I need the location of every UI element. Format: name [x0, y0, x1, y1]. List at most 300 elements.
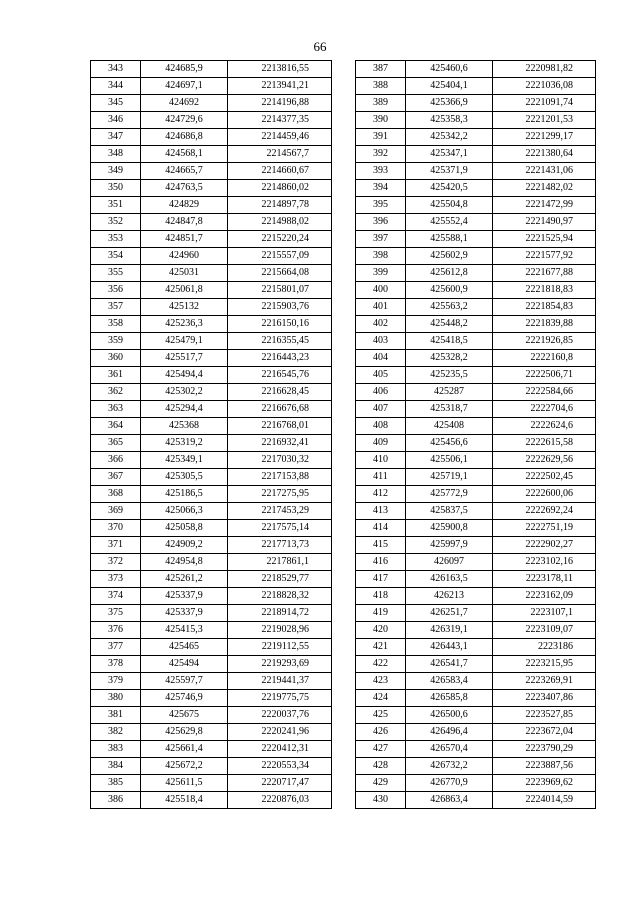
table-row [356, 707, 596, 724]
y-coordinate-cell: 2217453,29 [228, 503, 332, 520]
point-number-cell: 361 [91, 367, 141, 384]
x-coordinate-cell: 425294,4 [141, 401, 228, 418]
y-coordinate-cell: 2216768,01 [228, 418, 332, 435]
point-number-cell: 377 [91, 639, 141, 656]
y-coordinate-cell: 2220876,03 [228, 792, 332, 809]
table-row [356, 639, 596, 656]
y-coordinate-cell: 2221091,74 [493, 95, 596, 112]
table-row [91, 639, 332, 656]
point-number-cell: 406 [356, 384, 406, 401]
y-coordinate-cell: 2223969,62 [493, 775, 596, 792]
x-coordinate-cell: 426863,4 [406, 792, 493, 809]
x-coordinate-cell: 425494,4 [141, 367, 228, 384]
y-coordinate-cell: 2219775,75 [228, 690, 332, 707]
point-number-cell: 419 [356, 605, 406, 622]
y-coordinate-cell: 2223107,1 [493, 605, 596, 622]
point-number-cell: 396 [356, 214, 406, 231]
table-row [356, 282, 596, 299]
y-coordinate-cell: 2217713,73 [228, 537, 332, 554]
y-coordinate-cell: 2223215,95 [493, 656, 596, 673]
table-row [356, 146, 596, 163]
x-coordinate-cell: 424697,1 [141, 78, 228, 95]
x-coordinate-cell: 425518,4 [141, 792, 228, 809]
y-coordinate-cell: 2214567,7 [228, 146, 332, 163]
y-coordinate-cell: 2219441,37 [228, 673, 332, 690]
point-number-cell: 355 [91, 265, 141, 282]
y-coordinate-cell: 2218914,72 [228, 605, 332, 622]
x-coordinate-cell: 425061,8 [141, 282, 228, 299]
x-coordinate-cell: 425404,1 [406, 78, 493, 95]
point-number-cell: 384 [91, 758, 141, 775]
x-coordinate-cell: 425418,5 [406, 333, 493, 350]
table-row [356, 571, 596, 588]
x-coordinate-cell: 425328,2 [406, 350, 493, 367]
table-row [356, 588, 596, 605]
x-coordinate-cell: 424851,7 [141, 231, 228, 248]
table-row [356, 690, 596, 707]
point-number-cell: 430 [356, 792, 406, 809]
table-row [91, 758, 332, 775]
table-row [91, 673, 332, 690]
x-coordinate-cell: 424692 [141, 95, 228, 112]
table-row [91, 61, 332, 78]
table-row [91, 520, 332, 537]
x-coordinate-cell: 425058,8 [141, 520, 228, 537]
x-coordinate-cell: 425415,3 [141, 622, 228, 639]
x-coordinate-cell: 425456,6 [406, 435, 493, 452]
point-number-cell: 427 [356, 741, 406, 758]
table-row [91, 571, 332, 588]
y-coordinate-cell: 2222751,19 [493, 520, 596, 537]
y-coordinate-cell: 2221577,92 [493, 248, 596, 265]
point-number-cell: 424 [356, 690, 406, 707]
table-row [91, 299, 332, 316]
x-coordinate-cell: 425261,2 [141, 571, 228, 588]
point-number-cell: 386 [91, 792, 141, 809]
y-coordinate-cell: 2222502,45 [493, 469, 596, 486]
table-row [91, 418, 332, 435]
x-coordinate-cell: 426163,5 [406, 571, 493, 588]
point-number-cell: 370 [91, 520, 141, 537]
x-coordinate-cell: 424829 [141, 197, 228, 214]
table-row [356, 418, 596, 435]
table-row [91, 605, 332, 622]
table-row [91, 316, 332, 333]
page-number: 66 [313, 39, 327, 54]
table-row [356, 197, 596, 214]
point-number-cell: 390 [356, 112, 406, 129]
table-row [356, 350, 596, 367]
point-number-cell: 356 [91, 282, 141, 299]
x-coordinate-cell: 424685,9 [141, 61, 228, 78]
y-coordinate-cell: 2223109,07 [493, 622, 596, 639]
x-coordinate-cell: 425675 [141, 707, 228, 724]
table-row [356, 486, 596, 503]
point-number-cell: 426 [356, 724, 406, 741]
point-number-cell: 388 [356, 78, 406, 95]
point-number-cell: 374 [91, 588, 141, 605]
x-coordinate-cell: 425349,1 [141, 452, 228, 469]
point-number-cell: 405 [356, 367, 406, 384]
table-row [356, 758, 596, 775]
table-row [356, 520, 596, 537]
y-coordinate-cell: 2217030,32 [228, 452, 332, 469]
y-coordinate-cell: 2214377,35 [228, 112, 332, 129]
table-row [356, 741, 596, 758]
y-coordinate-cell: 2215801,07 [228, 282, 332, 299]
y-coordinate-cell: 2223887,56 [493, 758, 596, 775]
x-coordinate-cell: 426443,1 [406, 639, 493, 656]
x-coordinate-cell: 426583,4 [406, 673, 493, 690]
table-row [356, 61, 596, 78]
y-coordinate-cell: 2223178,11 [493, 571, 596, 588]
point-number-cell: 414 [356, 520, 406, 537]
table-row [91, 554, 332, 571]
x-coordinate-cell: 425504,8 [406, 197, 493, 214]
table-row [356, 78, 596, 95]
point-number-cell: 371 [91, 537, 141, 554]
point-number-cell: 362 [91, 384, 141, 401]
x-coordinate-cell: 425552,4 [406, 214, 493, 231]
point-number-cell: 410 [356, 452, 406, 469]
point-number-cell: 428 [356, 758, 406, 775]
point-number-cell: 381 [91, 707, 141, 724]
point-number-cell: 346 [91, 112, 141, 129]
table-row [356, 503, 596, 520]
table-row [91, 452, 332, 469]
x-coordinate-cell: 425602,9 [406, 248, 493, 265]
point-number-cell: 417 [356, 571, 406, 588]
table-row [356, 367, 596, 384]
y-coordinate-cell: 2217153,88 [228, 469, 332, 486]
table-row [91, 95, 332, 112]
y-coordinate-cell: 2223102,16 [493, 554, 596, 571]
table-row [356, 656, 596, 673]
point-number-cell: 409 [356, 435, 406, 452]
y-coordinate-cell: 2221818,83 [493, 282, 596, 299]
y-coordinate-cell: 2221490,97 [493, 214, 596, 231]
x-coordinate-cell: 425066,3 [141, 503, 228, 520]
point-number-cell: 429 [356, 775, 406, 792]
point-number-cell: 357 [91, 299, 141, 316]
y-coordinate-cell: 2223527,85 [493, 707, 596, 724]
y-coordinate-cell: 2217861,1 [228, 554, 332, 571]
point-number-cell: 345 [91, 95, 141, 112]
y-coordinate-cell: 2222584,66 [493, 384, 596, 401]
table-row [91, 537, 332, 554]
table-row [356, 605, 596, 622]
y-coordinate-cell: 2221839,88 [493, 316, 596, 333]
point-number-cell: 348 [91, 146, 141, 163]
y-coordinate-cell: 2221525,94 [493, 231, 596, 248]
y-coordinate-cell: 2221854,83 [493, 299, 596, 316]
x-coordinate-cell: 426500,6 [406, 707, 493, 724]
table-row [91, 503, 332, 520]
y-coordinate-cell: 2222600,06 [493, 486, 596, 503]
table-row [91, 486, 332, 503]
x-coordinate-cell: 424763,5 [141, 180, 228, 197]
point-number-cell: 394 [356, 180, 406, 197]
y-coordinate-cell: 2221482,02 [493, 180, 596, 197]
x-coordinate-cell: 425563,2 [406, 299, 493, 316]
point-number-cell: 385 [91, 775, 141, 792]
table-row [91, 588, 332, 605]
x-coordinate-cell: 425186,5 [141, 486, 228, 503]
point-number-cell: 382 [91, 724, 141, 741]
point-number-cell: 373 [91, 571, 141, 588]
table-row [356, 163, 596, 180]
point-number-cell: 368 [91, 486, 141, 503]
y-coordinate-cell: 2215220,24 [228, 231, 332, 248]
point-number-cell: 397 [356, 231, 406, 248]
table-row [91, 282, 332, 299]
point-number-cell: 389 [356, 95, 406, 112]
x-coordinate-cell: 425672,2 [141, 758, 228, 775]
x-coordinate-cell: 425347,1 [406, 146, 493, 163]
y-coordinate-cell: 2223162,09 [493, 588, 596, 605]
table-row [91, 707, 332, 724]
y-coordinate-cell: 2221472,99 [493, 197, 596, 214]
x-coordinate-cell: 426213 [406, 588, 493, 605]
y-coordinate-cell: 2222629,56 [493, 452, 596, 469]
point-number-cell: 349 [91, 163, 141, 180]
coordinates-table-left [90, 60, 332, 809]
y-coordinate-cell: 2223672,04 [493, 724, 596, 741]
point-number-cell: 375 [91, 605, 141, 622]
y-coordinate-cell: 2214660,67 [228, 163, 332, 180]
point-number-cell: 359 [91, 333, 141, 350]
x-coordinate-cell: 424847,8 [141, 214, 228, 231]
y-coordinate-cell: 2221380,64 [493, 146, 596, 163]
table-row [91, 384, 332, 401]
x-coordinate-cell: 425465 [141, 639, 228, 656]
y-coordinate-cell: 2217575,14 [228, 520, 332, 537]
table-row [356, 724, 596, 741]
point-number-cell: 363 [91, 401, 141, 418]
point-number-cell: 351 [91, 197, 141, 214]
point-number-cell: 413 [356, 503, 406, 520]
y-coordinate-cell: 2222160,8 [493, 350, 596, 367]
table-row [356, 537, 596, 554]
table-row [91, 690, 332, 707]
point-number-cell: 365 [91, 435, 141, 452]
point-number-cell: 420 [356, 622, 406, 639]
table-row [356, 622, 596, 639]
x-coordinate-cell: 425132 [141, 299, 228, 316]
y-coordinate-cell: 2220553,34 [228, 758, 332, 775]
x-coordinate-cell: 425612,8 [406, 265, 493, 282]
y-coordinate-cell: 2214196,88 [228, 95, 332, 112]
point-number-cell: 407 [356, 401, 406, 418]
x-coordinate-cell: 425408 [406, 418, 493, 435]
x-coordinate-cell: 425900,8 [406, 520, 493, 537]
point-number-cell: 399 [356, 265, 406, 282]
x-coordinate-cell: 425368 [141, 418, 228, 435]
point-number-cell: 391 [356, 129, 406, 146]
y-coordinate-cell: 2220717,47 [228, 775, 332, 792]
y-coordinate-cell: 2224014,59 [493, 792, 596, 809]
point-number-cell: 380 [91, 690, 141, 707]
point-number-cell: 402 [356, 316, 406, 333]
y-coordinate-cell: 2223407,86 [493, 690, 596, 707]
point-number-cell: 353 [91, 231, 141, 248]
x-coordinate-cell: 425597,7 [141, 673, 228, 690]
y-coordinate-cell: 2213941,21 [228, 78, 332, 95]
x-coordinate-cell: 425611,5 [141, 775, 228, 792]
table-row [91, 265, 332, 282]
x-coordinate-cell: 426541,7 [406, 656, 493, 673]
x-coordinate-cell: 424686,8 [141, 129, 228, 146]
table-row [356, 180, 596, 197]
x-coordinate-cell: 426585,8 [406, 690, 493, 707]
y-coordinate-cell: 2223186 [493, 639, 596, 656]
point-number-cell: 387 [356, 61, 406, 78]
point-number-cell: 383 [91, 741, 141, 758]
point-number-cell: 422 [356, 656, 406, 673]
point-number-cell: 378 [91, 656, 141, 673]
table-row [91, 214, 332, 231]
y-coordinate-cell: 2213816,55 [228, 61, 332, 78]
y-coordinate-cell: 2221677,88 [493, 265, 596, 282]
table-row [91, 248, 332, 265]
point-number-cell: 411 [356, 469, 406, 486]
x-coordinate-cell: 426319,1 [406, 622, 493, 639]
y-coordinate-cell: 2220241,96 [228, 724, 332, 741]
x-coordinate-cell: 425319,2 [141, 435, 228, 452]
point-number-cell: 367 [91, 469, 141, 486]
x-coordinate-cell: 425506,1 [406, 452, 493, 469]
x-coordinate-cell: 426732,2 [406, 758, 493, 775]
y-coordinate-cell: 2216628,45 [228, 384, 332, 401]
table-row [91, 622, 332, 639]
y-coordinate-cell: 2219028,96 [228, 622, 332, 639]
y-coordinate-cell: 2217275,95 [228, 486, 332, 503]
x-coordinate-cell: 426770,9 [406, 775, 493, 792]
x-coordinate-cell: 425420,5 [406, 180, 493, 197]
y-coordinate-cell: 2215557,09 [228, 248, 332, 265]
x-coordinate-cell: 425235,5 [406, 367, 493, 384]
point-number-cell: 392 [356, 146, 406, 163]
y-coordinate-cell: 2222506,71 [493, 367, 596, 384]
x-coordinate-cell: 425517,7 [141, 350, 228, 367]
y-coordinate-cell: 2222902,27 [493, 537, 596, 554]
table-row [356, 435, 596, 452]
table-row [91, 792, 332, 809]
y-coordinate-cell: 2221201,53 [493, 112, 596, 129]
point-number-cell: 395 [356, 197, 406, 214]
point-number-cell: 421 [356, 639, 406, 656]
point-number-cell: 376 [91, 622, 141, 639]
y-coordinate-cell: 2218529,77 [228, 571, 332, 588]
point-number-cell: 369 [91, 503, 141, 520]
y-coordinate-cell: 2215903,76 [228, 299, 332, 316]
table-row [91, 163, 332, 180]
y-coordinate-cell: 2218828,32 [228, 588, 332, 605]
table-row [91, 78, 332, 95]
table-row [91, 656, 332, 673]
y-coordinate-cell: 2214860,02 [228, 180, 332, 197]
point-number-cell: 354 [91, 248, 141, 265]
x-coordinate-cell: 425342,2 [406, 129, 493, 146]
y-coordinate-cell: 2216932,41 [228, 435, 332, 452]
point-number-cell: 379 [91, 673, 141, 690]
table-row [356, 333, 596, 350]
x-coordinate-cell: 425287 [406, 384, 493, 401]
y-coordinate-cell: 2221431,06 [493, 163, 596, 180]
point-number-cell: 403 [356, 333, 406, 350]
point-number-cell: 412 [356, 486, 406, 503]
x-coordinate-cell: 425588,1 [406, 231, 493, 248]
x-coordinate-cell: 425629,8 [141, 724, 228, 741]
y-coordinate-cell: 2220981,82 [493, 61, 596, 78]
x-coordinate-cell: 424909,2 [141, 537, 228, 554]
point-number-cell: 425 [356, 707, 406, 724]
x-coordinate-cell: 425719,1 [406, 469, 493, 486]
x-coordinate-cell: 425031 [141, 265, 228, 282]
table-row [91, 333, 332, 350]
table-row [91, 129, 332, 146]
y-coordinate-cell: 2223790,29 [493, 741, 596, 758]
point-number-cell: 366 [91, 452, 141, 469]
y-coordinate-cell: 2214988,02 [228, 214, 332, 231]
x-coordinate-cell: 425448,2 [406, 316, 493, 333]
y-coordinate-cell: 2221926,85 [493, 333, 596, 350]
y-coordinate-cell: 2222615,58 [493, 435, 596, 452]
table-row [356, 248, 596, 265]
x-coordinate-cell: 425371,9 [406, 163, 493, 180]
point-number-cell: 352 [91, 214, 141, 231]
point-number-cell: 347 [91, 129, 141, 146]
table-row [91, 401, 332, 418]
table-row [356, 231, 596, 248]
table-row [356, 452, 596, 469]
point-number-cell: 398 [356, 248, 406, 265]
x-coordinate-cell: 425302,2 [141, 384, 228, 401]
table-row [356, 129, 596, 146]
x-coordinate-cell: 425236,3 [141, 316, 228, 333]
table-row [356, 112, 596, 129]
x-coordinate-cell: 426097 [406, 554, 493, 571]
point-number-cell: 343 [91, 61, 141, 78]
y-coordinate-cell: 2216355,45 [228, 333, 332, 350]
x-coordinate-cell: 425305,5 [141, 469, 228, 486]
table-row [91, 367, 332, 384]
point-number-cell: 404 [356, 350, 406, 367]
y-coordinate-cell: 2222704,6 [493, 401, 596, 418]
table-row [356, 673, 596, 690]
x-coordinate-cell: 425772,9 [406, 486, 493, 503]
point-number-cell: 350 [91, 180, 141, 197]
table-row [356, 554, 596, 571]
y-coordinate-cell: 2222624,6 [493, 418, 596, 435]
x-coordinate-cell: 426570,4 [406, 741, 493, 758]
x-coordinate-cell: 424954,8 [141, 554, 228, 571]
table-row [91, 469, 332, 486]
y-coordinate-cell: 2214897,78 [228, 197, 332, 214]
table-row [91, 180, 332, 197]
y-coordinate-cell: 2216150,16 [228, 316, 332, 333]
point-number-cell: 360 [91, 350, 141, 367]
table-row [356, 401, 596, 418]
x-coordinate-cell: 425661,4 [141, 741, 228, 758]
x-coordinate-cell: 425358,3 [406, 112, 493, 129]
table-row [91, 112, 332, 129]
y-coordinate-cell: 2221036,08 [493, 78, 596, 95]
table-row [356, 469, 596, 486]
table-row [356, 299, 596, 316]
point-number-cell: 344 [91, 78, 141, 95]
point-number-cell: 418 [356, 588, 406, 605]
